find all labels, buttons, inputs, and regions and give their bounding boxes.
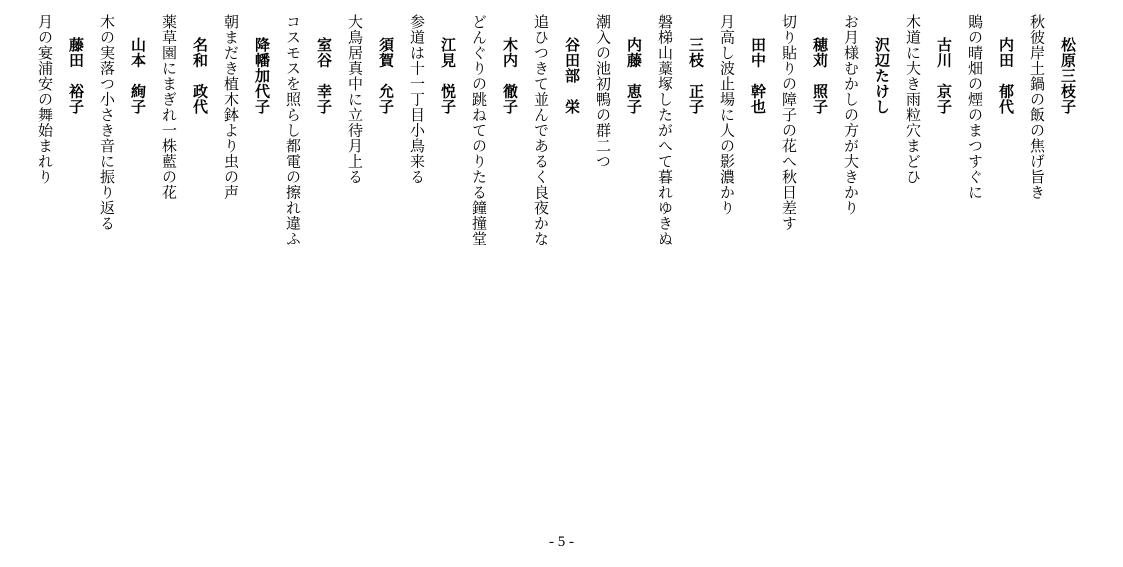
haiku-entry [649, 14, 711, 514]
author-name: 田中 幹也 [749, 36, 767, 114]
author-name: 名和 政代 [191, 36, 209, 114]
haiku-verse: 大鳥居真中に立待月上る [346, 14, 364, 185]
haiku-verse: 木の実落つ小さき音に振り返る [98, 14, 116, 231]
haiku-entry [959, 14, 1021, 514]
haiku-entry [525, 14, 587, 514]
haiku-verse: お月様むかしの方が大きかり [842, 14, 860, 216]
author-name: 谷田部 栄 [563, 36, 581, 114]
author-name: 降幡加代子 [253, 36, 271, 114]
haiku-verse: 月高し波止場に人の影濃かり [718, 14, 736, 216]
haiku-entry [153, 14, 215, 514]
haiku-entry [463, 14, 525, 514]
haiku-verse: 潮入の池初鴨の群二つ [594, 14, 612, 169]
author-name: 内田 郁代 [997, 36, 1015, 114]
haiku-entry [29, 14, 91, 514]
haiku-entry [711, 14, 773, 514]
author-name: 内藤 恵子 [625, 36, 643, 114]
haiku-list [29, 14, 1083, 514]
haiku-entry [773, 14, 835, 514]
haiku-entry [587, 14, 649, 514]
haiku-entry [91, 14, 153, 514]
author-name: 江見 悦子 [439, 36, 457, 114]
haiku-verse: 切り貼りの障子の花へ秋日差す [780, 14, 798, 231]
haiku-entry [215, 14, 277, 514]
haiku-entry [277, 14, 339, 514]
haiku-verse: 月の宴浦安の舞始まれり [36, 14, 54, 185]
haiku-entry [401, 14, 463, 514]
author-name: 三枝 正子 [687, 36, 705, 114]
haiku-verse: どんぐりの跳ねてのりたる鐘撞堂 [470, 14, 488, 247]
haiku-verse: 追ひつきて並んであるく良夜かな [532, 14, 550, 247]
author-name: 室谷 幸子 [315, 36, 333, 114]
haiku-entry [897, 14, 959, 514]
haiku-verse: 参道は十一丁目小鳥来る [408, 14, 426, 185]
haiku-verse: 木道に大き雨粒穴まどひ [904, 14, 922, 185]
author-name: 穂苅 照子 [811, 36, 829, 114]
author-name: 木内 徹子 [501, 36, 519, 114]
haiku-entry [339, 14, 401, 514]
haiku-verse: 秋彼岸土鍋の飯の焦げ旨き [1028, 14, 1046, 200]
author-name: 須賀 允子 [377, 36, 395, 114]
page-number: - 5 - [549, 534, 574, 550]
author-name: 藤田 裕子 [67, 36, 85, 114]
haiku-entry [835, 14, 897, 514]
haiku-verse: 薬草園にまぎれ一株藍の花 [160, 14, 178, 200]
haiku-verse: 磐梯山藁塚したがへて暮れゆきぬ [656, 14, 674, 247]
haiku-verse: コスモスを照らし都電の擦れ違ふ [284, 14, 302, 247]
author-name: 松原三枝子 [1059, 36, 1077, 114]
author-name: 山本 絢子 [129, 36, 147, 114]
author-name: 古川 京子 [935, 36, 953, 114]
author-name: 沢辺たけし [873, 36, 891, 114]
haiku-verse: 朝まだき植木鉢より虫の声 [222, 14, 240, 200]
haiku-entry [1021, 14, 1083, 514]
haiku-verse: 鵙の晴畑の煙のまつすぐに [966, 14, 984, 200]
